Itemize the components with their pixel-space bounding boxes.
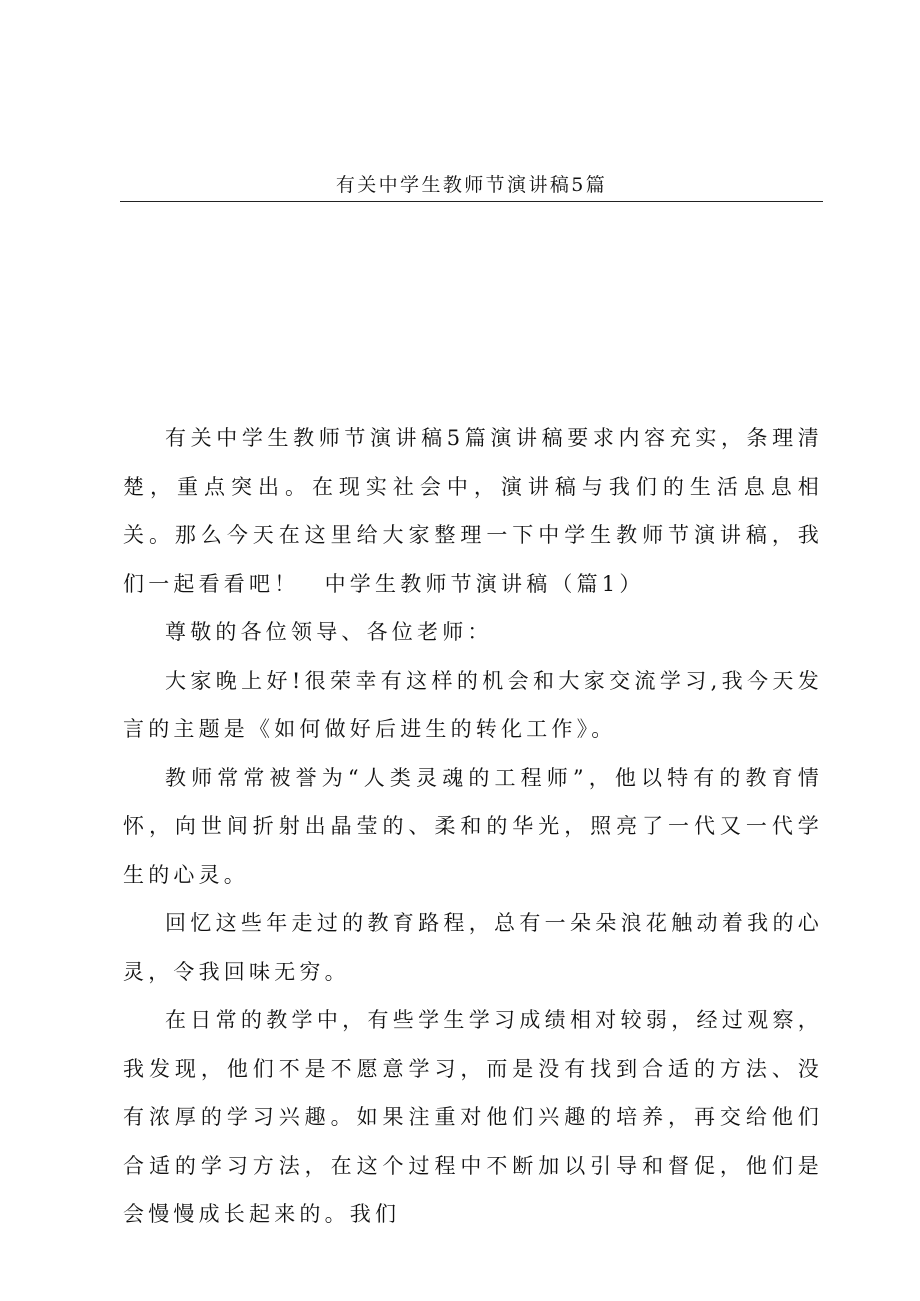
document-title: 有关中学生教师节演讲稿5篇 bbox=[335, 174, 608, 196]
document-body bbox=[123, 414, 823, 1239]
paragraph-greeting: 大家晚上好!很荣幸有这样的机会和大家交流学习,我今天发言的主题是《如何做好后进生的转化工作》。 bbox=[123, 668, 823, 741]
paragraph-teaching: 在日常的教学中，有些学生学习成绩相对较弱，经过观察，我发现，他们不是不愿意学习，而是没有找到合适的方法、没有浓厚的学习兴趣。如果注重对他们兴趣的培养，再交给他们合适的学习方法，在这个过程中不断加以引导和督促，他们是会慢慢成长起来的。我们 bbox=[123, 1008, 823, 1226]
page-header bbox=[120, 170, 823, 202]
paragraph-intro: 有关中学生教师节演讲稿5篇演讲稿要求内容充实，条理清楚，重点突出。在现实社会中，演讲稿与我们的生活息息相关。那么今天在这里给大家整理一下中学生教师节演讲稿，我们一起看看吧！ 中学生教师节演讲稿（篇1） bbox=[123, 426, 823, 596]
paragraph-teacher-praise: 教师常常被誉为“人类灵魂的工程师”，他以特有的教育情怀，向世间折射出晶莹的、柔和的华光，照亮了一代又一代学生的心灵。 bbox=[123, 765, 823, 887]
paragraph-salutation: 尊敬的各位领导、各位老师： bbox=[165, 620, 493, 644]
paragraph-memory: 回忆这些年走过的教育路程，总有一朵朵浪花触动着我的心灵，令我回味无穷。 bbox=[123, 911, 823, 984]
